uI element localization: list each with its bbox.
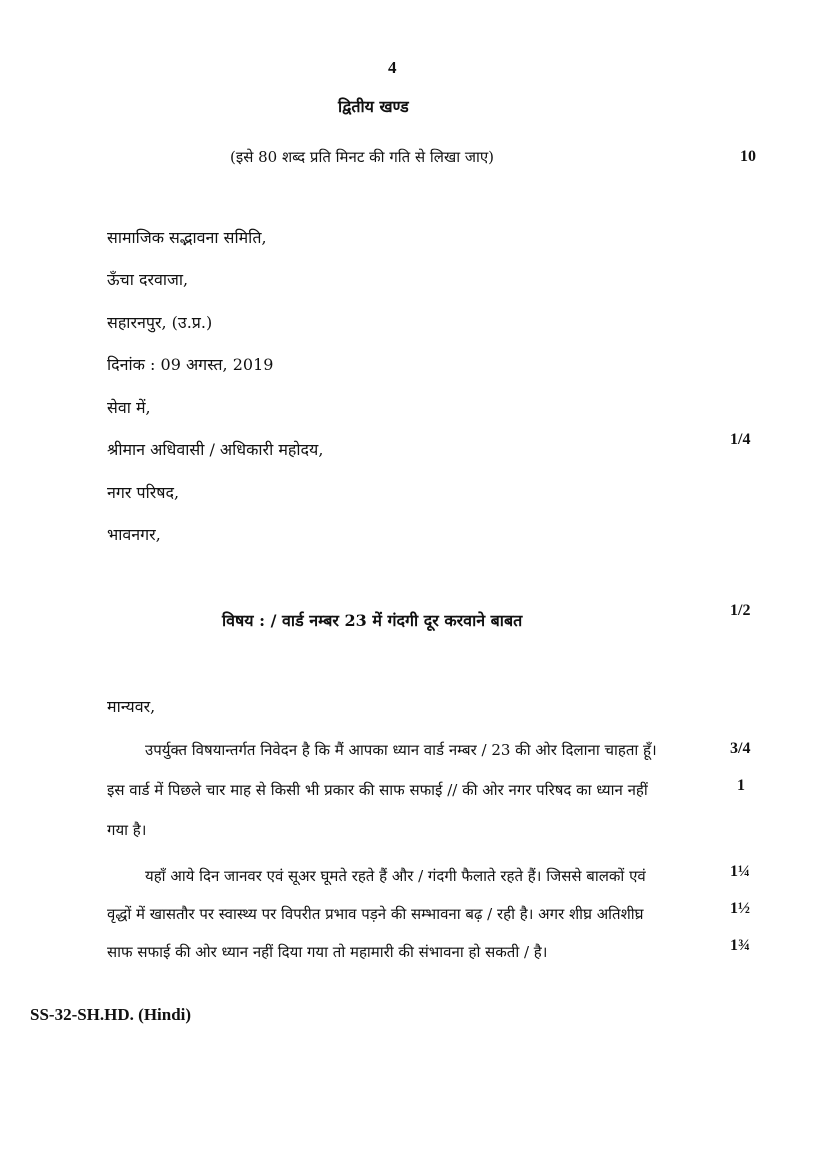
letter-date: दिनांक : 09 अगस्त, 2019 (107, 355, 274, 374)
subject-line: विषय : / वार्ड नम्बर 23 में गंदगी दूर करवाने बाबत (222, 611, 523, 630)
salutation: मान्यवर, (107, 697, 156, 716)
page-number: 4 (388, 58, 397, 77)
para2-line2: वृद्धों में खासतौर पर स्वास्थ्य पर विपरीत प्रभाव पड़ने की सम्भावना बढ़ / रही है। अगर शीघ्र अतिशीघ्र (107, 905, 644, 923)
para1-line2: इस वार्ड में पिछले चार माह से किसी भी प्रकार की साफ सफाई // की ओर नगर परिषद का ध्यान नहीं (107, 781, 648, 799)
para1-line3: गया है। (107, 821, 147, 839)
total-marks: 10 (740, 148, 756, 165)
para2-line3-mark: 1¾ (730, 937, 750, 954)
address-street: ऊँचा दरवाजा, (107, 270, 189, 289)
address-org: सामाजिक सद्भावना समिति, (107, 228, 267, 247)
footer-code: SS-32-SH.HD. (Hindi) (30, 1005, 192, 1024)
para1-line2-mark: 1 (737, 777, 745, 794)
para1-line1-mark: 3/4 (730, 740, 751, 757)
recipient-name: श्रीमान अधिवासी / अधिकारी महोदय, (107, 440, 324, 459)
para1-line1: उपर्युक्त विषयान्तर्गत निवेदन है कि मैं आपका ध्यान वार्ड नम्बर / 23 की ओर दिलाना चाहता हूँ। (145, 741, 657, 759)
recipient-city: भावनगर, (107, 525, 161, 544)
para2-line3: साफ सफाई की ओर ध्यान नहीं दिया गया तो महामारी की संभावना हो सकती / है। (107, 943, 548, 961)
para2-line2-mark: 1½ (730, 900, 750, 917)
section-title: द्वितीय खण्ड (338, 97, 409, 116)
salutation-to: सेवा में, (107, 398, 151, 417)
address-city: सहारनपुर, (उ.प्र.) (107, 313, 213, 332)
recipient-name-mark: 1/4 (730, 431, 751, 448)
subject-mark: 1/2 (730, 602, 751, 619)
para2-line1-mark: 1¼ (730, 863, 750, 880)
para2-line1: यहाँ आये दिन जानवर एवं सूअर घूमते रहते हैं और / गंदगी फैलाते रहते हैं। जिससे बालकों एवं (145, 867, 646, 885)
recipient-dept: नगर परिषद, (107, 483, 180, 502)
instruction-text: (इसे 80 शब्द प्रति मिनट की गति से लिखा जाए) (230, 148, 495, 166)
